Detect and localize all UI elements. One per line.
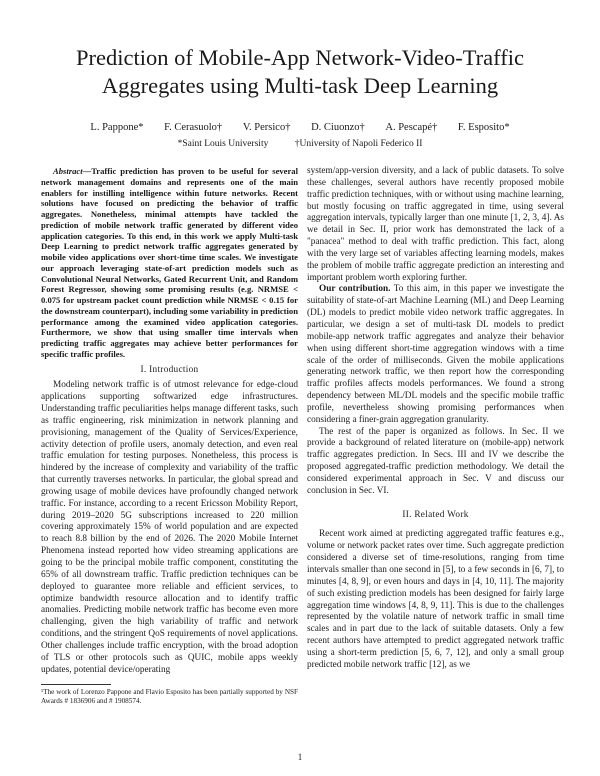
footnote-divider: [41, 684, 111, 685]
title-line-2: Aggregates using Multi-task Deep Learning: [101, 73, 499, 98]
author: D. Ciuonzo†: [311, 122, 365, 133]
author-list: [40, 121, 560, 135]
author: F. Cerasuolo†: [164, 122, 223, 133]
affiliation: †University of Napoli Federico II: [294, 139, 423, 149]
intro-paragraph: Modeling network traffic is of utmost relevance for edge-cloud applications supporting softwarized edge infrastructures. Understanding traffic peculiarities helps manage different tasks, such as traffic engineering, risk minimization in network planning and provisioning, management of the Quality of Services/Experience, activity detection of profile users, anomaly detection, and even real traffic emulation for testing purposes. Nonetheless, this process is hindered by the increase of complexity and variability of the traffic that currently traverses networks. In particular, the global spread and growing usage of mobile devices have profoundly changed network traffic. For instance, according to a recent Ericsson Mobility Report, during 2019–2020 5G subscriptions increased to 220 million covering approximately 15% of world population and are expected to reach 8.8 billion by the end of 2026. The 2020 Mobile Internet Phenomena instead reported how video streaming applications are going to be the principal mobile traffic component, constituting the 65% of all downstream traffic. Traffic prediction techniques can be deployed to guarantee more reliable and efficient services, to optimize bandwidth resource allocation and to identify traffic anomalies. Predicting mobile network traffic has become even more challenging, given the high variability of traffic and network conditions, and the stringent QoS requirements of novel applications. Other challenges include traffic encryption, with the broad adoption of TLS or other protocols such as QUIC, mobile apps weekly updates, potential device/operating: [41, 380, 298, 675]
author: V. Persico†: [242, 122, 291, 133]
abstract-body: Traffic prediction has proven to be useful for several network management domains and represents one of the main enablers for instilling intelligence within future networks. Recent solutions have focused on predicting the behavior of traffic aggregates. Nonetheless, minimal attempts have tackled the prediction of mobile network traffic generated by different video application categories. To this end, in this work we apply Multi-task Deep Learning to predict network traffic aggregates generated by mobile video applications over short-time time scales. We investigate our approach leveraging state-of-art prediction models such as Convolutional Neural Networks, Gated Recurrent Unit, and Random Forest Regressor, showing some promising results (e.g. NRMSE < 0.075 for upstream packet count prediction while NRMSE < 0.15 for the downstream counterpart), including some variability in prediction performance among the examined video application categories. Furthermore, we show that using smaller time intervals when predicting traffic aggregates may achieve better performances for specific traffic profiles.: [41, 166, 298, 359]
outline-paragraph: The rest of the paper is organized as follows. In Sec. II we provide a background of related literature on (mobile-app) network traffic aggregates prediction. In Secs. III and IV we describe the proposed aggregated-traffic prediction methodology. We detail the considered experimental approach in Sec. V and discuss our conclusion in Sec. VI.: [307, 426, 564, 496]
author: A. Pescapé†: [385, 122, 438, 133]
contribution-paragraph: [307, 284, 564, 426]
paper-title: [40, 44, 560, 100]
affiliation: *Saint Louis University: [177, 139, 269, 149]
abstract-label: Abstract—: [53, 166, 92, 176]
contribution-label: Our contribution.: [319, 284, 391, 295]
abstract: [41, 166, 298, 360]
affiliations: [40, 138, 560, 151]
page-number: 1: [297, 752, 303, 762]
left-column: [41, 166, 298, 706]
right-column: [307, 166, 564, 672]
author: F. Esposito*: [457, 122, 510, 133]
intro-paragraph-continued: system/app-version diversity, and a lack of public datasets. To solve these challenges, several authors have recently proposed mobile traffic prediction techniques, with or without using machine learning, but mostly focusing on traffic aggregated in time, using several aggregation intervals, typically larger than one minute [1, 2, 3, 4]. As we detail in Sec. II, prior work has demonstrated the lack of a "panacea" method to deal with traffic prediction. This fact, along with the very large set of variables affecting learning models, makes the problem of mobile traffic aggregate prediction an interesting and important problem worth exploring further.: [307, 166, 564, 283]
author: L. Pappone*: [90, 122, 144, 133]
related-work-paragraph: Recent work aimed at predicting aggregated traffic features e.g., volume or network packet rates over time. Such aggregate prediction considered a diverse set of time-resolutions, ranging from time intervals smaller than one second in [5], to a few seconds in [6, 7], to minutes [4, 8, 9], or even hours and days in [4, 10, 11]. The majority of such existing prediction models has been designed for fairly large aggregation time windows [4, 8, 9, 11]. This is due to the challenges represented by the volatile nature of network traffic in small time scales and in part due to the lack of suitable datasets. Only a few recent authors have attempted to predict aggregated network traffic using a short-term prediction [5, 6, 7, 12], and only a small group predicted mobile network traffic [12], as we: [307, 529, 564, 670]
title-line-1: Prediction of Mobile-App Network-Video-Traffic: [76, 45, 524, 70]
contribution-body: To this aim, in this paper we investigate the suitability of state-of-art Machine Learning (ML) and Deep Learning (DL) models to predict mobile video network traffic aggregates. In particular, we design a set of multi-task DL models to predict mobile-app network traffic aggregates and analyze their behavior when using different short-time aggregation windows with a time scale of the order of milliseconds. Given the mobile applications generating network traffic, we then report how the corresponding traffic profiles affects models performances. We found a strong dependency between ML/DL models and the specific mobile traffic profile, nevertheless showing promising performances when considering a finer-grain aggregation granularity.: [307, 284, 564, 425]
footnote: ¹The work of Lorenzo Pappone and Flavio Esposito has been partially supported by NSF Awards # 1836906 and # 1908574.: [41, 688, 298, 706]
section-heading-introduction: I. Introduction: [140, 364, 199, 375]
section-heading-related-work: II. Related Work: [402, 509, 469, 520]
